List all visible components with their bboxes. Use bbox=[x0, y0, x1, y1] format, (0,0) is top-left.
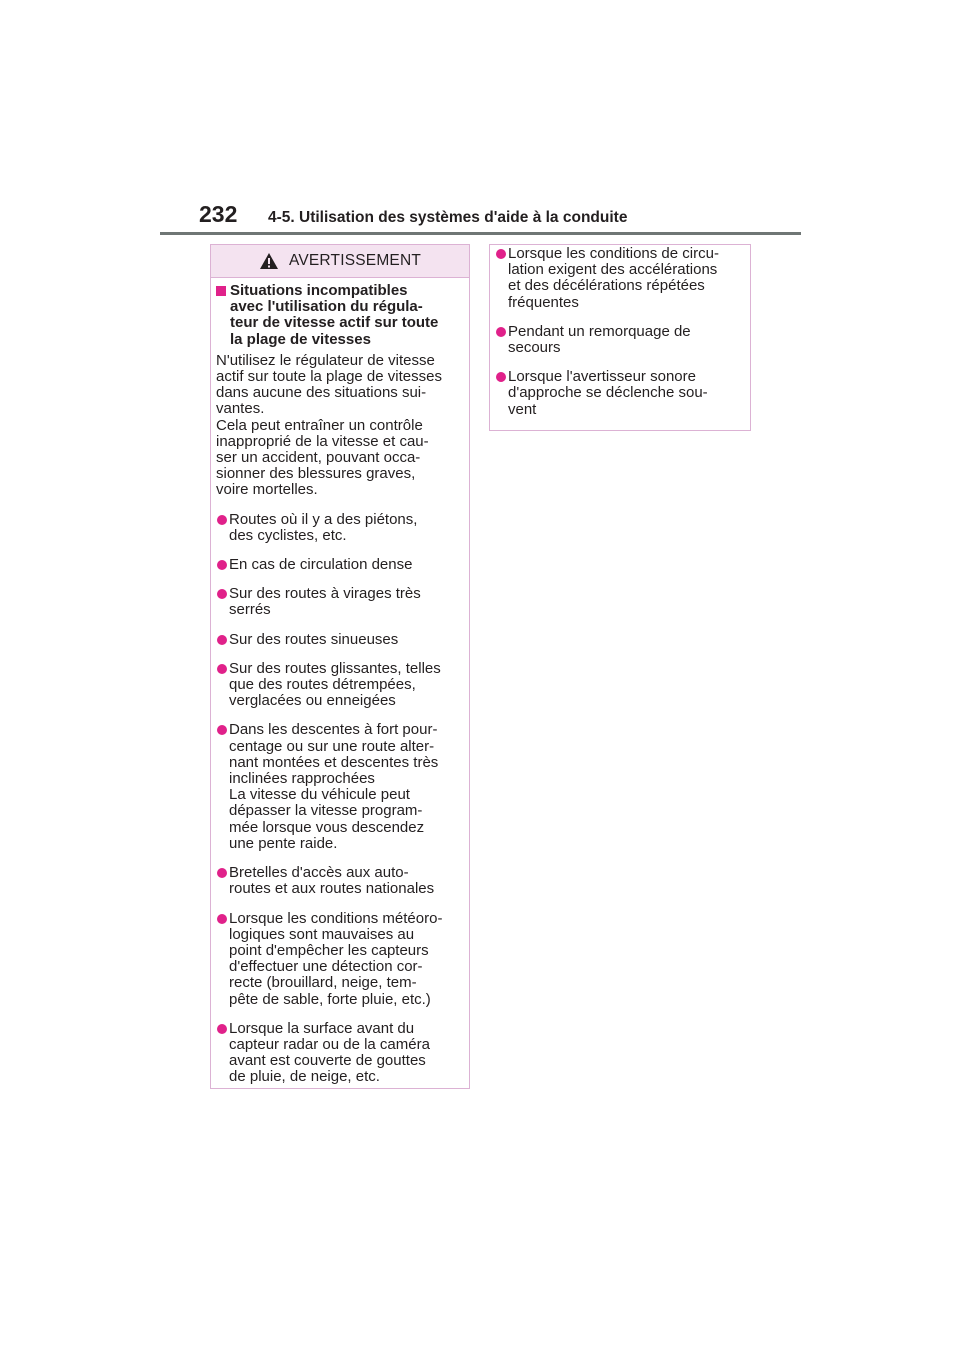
list-item-text: Sur des routes sinueuses bbox=[229, 630, 399, 648]
bullet-icon bbox=[217, 635, 227, 645]
list-item bbox=[216, 865, 465, 897]
list-item bbox=[216, 557, 465, 573]
list-item-text: Sur des routes à virages très serrés bbox=[229, 585, 421, 619]
bullet-icon bbox=[217, 1024, 227, 1034]
bullet-icon bbox=[217, 664, 227, 674]
list-item-text: Bretelles d'accès aux auto- routes et aux routes nationales bbox=[229, 864, 435, 898]
warning-intro: N'utilisez le régulateur de vitesse actif sur toute la plage de vitesses dans aucune des situations sui- vantes. Cela peut entraîner un contrôle inapproprié de la vitesse et cau- ser un accident, pouvant occa- sionner des blessures graves, voire mortelles. bbox=[216, 351, 442, 499]
list-item bbox=[216, 512, 465, 544]
list-item bbox=[216, 632, 465, 648]
warning-body-right bbox=[490, 245, 750, 418]
list-item-text: Lorsque l'avertisseur sonore d'approche se déclenche sou- vent bbox=[508, 368, 708, 418]
list-item-text: Lorsque les conditions de circu- lation exigent des accélérations et des décélérations répétées fréquentes bbox=[508, 245, 719, 311]
bullet-icon bbox=[217, 515, 227, 525]
bullet-icon bbox=[496, 249, 506, 259]
list-item bbox=[216, 1021, 465, 1086]
warning-label: AVERTISSEMENT bbox=[288, 252, 422, 269]
header-rule bbox=[160, 232, 801, 235]
bullet-icon bbox=[217, 560, 227, 570]
list-item-text: Lorsque les conditions météoro- logiques sont mauvaises au point d'empêcher les capteurs d'effectuer une détection cor- recte (brouillard, neige, tem- pête de sable, forte pluie, etc.) bbox=[229, 909, 443, 1008]
bullet-icon bbox=[217, 868, 227, 878]
list-item bbox=[495, 246, 746, 311]
list-item-text: Routes où il y a des piétons, des cyclistes, etc. bbox=[229, 510, 418, 544]
list-item bbox=[216, 722, 465, 852]
warning-box-continued bbox=[489, 244, 751, 431]
warning-heading bbox=[216, 283, 465, 348]
list-item bbox=[216, 911, 465, 1008]
warning-list-left bbox=[216, 512, 465, 1086]
bullet-icon bbox=[496, 327, 506, 337]
list-item bbox=[495, 324, 746, 356]
list-item bbox=[216, 586, 465, 618]
list-item-text: En cas de circulation dense bbox=[229, 556, 413, 574]
list-item-text: Sur des routes glissantes, telles que des routes détrempées, verglacées ou enneigées bbox=[229, 659, 441, 710]
warning-heading-text: Situations incompatibles avec l'utilisation du régula- teur de vitesse actif sur toute la plage de vitesses bbox=[230, 282, 439, 348]
bullet-icon bbox=[217, 914, 227, 924]
list-item-text: Pendant un remorquage de secours bbox=[508, 322, 691, 357]
warning-triangle-icon bbox=[259, 252, 279, 270]
bullet-icon bbox=[217, 725, 227, 735]
list-item bbox=[216, 661, 465, 710]
warning-box bbox=[210, 244, 470, 1089]
section-title: 4-5. Utilisation des systèmes d'aide à la conduite bbox=[268, 209, 628, 226]
square-bullet-icon bbox=[216, 286, 226, 296]
list-item-text: Lorsque la surface avant du capteur radar ou de la caméra avant est couverte de gouttes de pluie, de neige, etc. bbox=[229, 1019, 430, 1086]
bullet-icon bbox=[496, 372, 506, 382]
list-item-text: Dans les descentes à fort pour- centage ou sur une route alter- nant montées et descentes très inclinées rapprochées La vitesse du véhicule peut dépasser la vitesse program- mée lorsque vous descendez une pente raide. bbox=[229, 721, 439, 852]
warning-body-left bbox=[211, 278, 469, 1086]
warning-header bbox=[211, 245, 469, 278]
bullet-icon bbox=[217, 589, 227, 599]
page-number: 232 bbox=[199, 201, 238, 227]
list-item bbox=[495, 369, 746, 418]
